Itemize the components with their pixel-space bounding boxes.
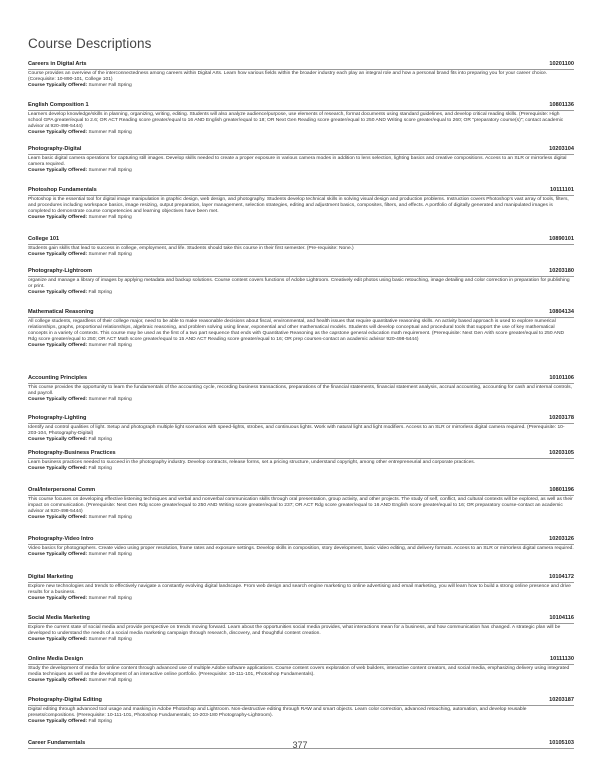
- course-number: 10104116: [549, 615, 574, 621]
- course-name: Photography-Lighting: [28, 415, 87, 421]
- course-description: Identify and control qualities of light. Setup and photograph multiple light scenarios with speed-lights, strobes, and continuous lights. Work with natural light and light modifiers. Access to an SLR or mirrorless digital camera required. (Prerequisite: 10-203-104, Photography-Digital): [28, 425, 565, 437]
- offered-label: Course Typically Offered:: [28, 552, 88, 558]
- course-number: 10111101: [550, 187, 574, 193]
- course-offered: [28, 168, 574, 174]
- course-entry: [28, 697, 574, 725]
- course-name: Photography-Digital: [28, 146, 82, 152]
- offered-terms: Summer Fall Spring: [88, 515, 132, 521]
- course-name: Photography-Digital Editing: [28, 697, 102, 703]
- course-header: [28, 536, 574, 545]
- offered-terms: Summer Fall Spring: [88, 678, 132, 684]
- course-name: Accounting Principles: [28, 375, 88, 381]
- course-description: Students gain skills that lead to success in college, employment, and life. Students should take this course in their first semester. (Pre-requisite: None.): [28, 246, 354, 251]
- course-entry: [28, 146, 574, 174]
- course-description: All college students, regardless of their college major, need to be able to make reasonable decisions about fiscal, environmental, and health issues that require quantitative reasoning skills. An activity based approach is used to explore numerical relationships, graphs, proportional relationships, algebraic reasoning, and problem solving using linear, exponential and other mathematical models. Students will develop conceptual and procedural tools that support the use of key mathematical concepts in a variety of contexts. This course may be used as the first of a two part sequence that ends with Quantitative Reasoning as the capstone general education math requirement. (Prerequisite: Next Gen Arith score greater/equal to 250 AND Rdg score greater/equal to 250; OR ACT Math score greater/equal to 15 AND ACT Reading score greater/equal to 16; OR prep courses-contact an academic advisor 920-498-5444): [28, 319, 565, 343]
- course-offered: [28, 637, 574, 643]
- course-number: 10105103: [549, 740, 574, 746]
- course-description: Explore new technologies and trends to effectively navigate a constantly evolving digital landscape. From web design and search engine marketing to online advertising and email marketing, you will learn how to build a strong online presence and drive results for a business.: [28, 584, 571, 596]
- course-description: Photoshop is the essential tool for digital image manipulation in graphic design, web design, and photography. Students develop technical skills in solving visual design and production problems. Instruction covers Photoshop's vast array of tools, filters, and procedures including workspace basics, image resizing, output preparation, layer management, selection strategies, editing and adjustment basics, composites, filters, and effects. A portfolio of digitally generated and manipulated images is completed to demonstrate course competencies and learning objectives have been met.: [28, 197, 569, 215]
- offered-terms: Summer Fall Spring: [88, 397, 132, 403]
- course-header: [28, 268, 574, 277]
- course-offered: [28, 678, 574, 684]
- offered-terms: Summer Fall Spring: [88, 343, 132, 349]
- course-header: [28, 61, 574, 70]
- offered-label: Course Typically Offered:: [28, 343, 88, 349]
- course-offered: [28, 466, 574, 472]
- course-description: Explore the current state of social media and provide perspective on trends moving forward. Learn about the opportunities social media provides, what interactions mean for a business, and how communication has changed. A strategic plan will be developed to understand the needs of a social media marketing campaign through research, discovery, and thoughtful content creation.: [28, 625, 561, 637]
- offered-terms: Fall Spring: [88, 466, 112, 472]
- course-number: 10203187: [549, 697, 574, 703]
- course-offered: [28, 215, 574, 221]
- course-header: [28, 656, 574, 665]
- page-title: Course Descriptions: [28, 36, 152, 51]
- course-name: Photography-Lightroom: [28, 268, 93, 274]
- offered-terms: Summer Fall Spring: [88, 168, 132, 174]
- course-entry: [28, 415, 574, 443]
- course-entry: [28, 536, 574, 558]
- course-name: Photography-Business Practices: [28, 450, 116, 456]
- course-name: Photoshop Fundamentals: [28, 187, 97, 193]
- course-offered: [28, 130, 574, 136]
- course-number: 10203180: [549, 268, 574, 274]
- course-number: 10201100: [549, 61, 574, 67]
- course-number: 10101106: [549, 375, 574, 381]
- course-entry: [28, 615, 574, 643]
- course-header: [28, 236, 574, 245]
- course-name: Digital Marketing: [28, 574, 74, 580]
- offered-label: Course Typically Offered:: [28, 596, 88, 602]
- course-description: Course provides an overview of the interconnectedness among careers within Digital Arts. Learn how various fields within the broader industry each play an integral role and how a personal brand fits into preparing you for your career choice. (Corequisite: 10-890-101, College 101): [28, 71, 548, 83]
- course-number: 10801136: [549, 102, 574, 108]
- course-header: [28, 450, 574, 459]
- offered-label: Course Typically Offered:: [28, 83, 88, 89]
- course-name: Social Media Marketing: [28, 615, 90, 621]
- page-number: 377: [292, 740, 308, 750]
- course-number: 10104172: [549, 574, 574, 580]
- offered-label: Course Typically Offered:: [28, 466, 88, 472]
- course-entry: [28, 375, 574, 403]
- course-header: [28, 487, 574, 496]
- offered-terms: Summer Fall Spring: [88, 215, 132, 221]
- course-header: [28, 187, 574, 196]
- course-name: Careers in Digital Arts: [28, 61, 87, 67]
- course-name: English Composition 1: [28, 102, 89, 108]
- course-name: Online Media Design: [28, 656, 84, 662]
- course-offered: [28, 719, 574, 725]
- course-offered: [28, 83, 574, 89]
- course-name: Oral/Interpersonal Comm: [28, 487, 96, 493]
- course-description: Digital editing through advanced tool usage and masking in Adobe Photoshop and Lightroom. Non-destructive editing through RAW and smart objects. Learn color correction, advanced retouching, automation, and develop reusable presets/compositions. (Prerequisite: 10-111-101, Photoshop Fundamentals; 10-203-180 Photography-Lightroom).: [28, 707, 527, 719]
- offered-terms: Summer Fall Spring: [88, 252, 132, 258]
- course-description: Study the development of media for online content through advanced use of multiple Adobe software applications. Course content covers exploration of web builders, interactive content creators, and social media, emphasizing delivery using integrated media techniques as well as the development of an interactive online portfolio. (Prerequisite: 10-111-101, Photoshop Fundamentals).: [28, 666, 570, 678]
- offered-label: Course Typically Offered:: [28, 515, 88, 521]
- course-entry: [28, 268, 574, 296]
- course-offered: [28, 596, 574, 602]
- course-description: Learn business practices needed to succeed in the photography industry. Develop contracts, release forms, set a pricing structure, understand copyright, among other entrepreneurial and corporate practices.: [28, 460, 476, 465]
- course-offered: [28, 437, 574, 443]
- course-description: Video basics for photographers. Create video using proper resolution, frame rates and exposure settings. Develop skills in composition, story development, basic video editing, and delivery formats. Access to an SLR or mirrorless digital camera required.: [28, 546, 574, 551]
- course-header: [28, 615, 574, 624]
- course-header: [28, 415, 574, 424]
- offered-label: Course Typically Offered:: [28, 168, 88, 174]
- course-offered: [28, 552, 574, 558]
- course-description: Learn basic digital camera operations for capturing still images. Develop skills needed to create a proper exposure in various camera modes in addition to lens selection, lighting basics and creative compositions. Access to an SLR or mirrorless digital camera required.: [28, 156, 567, 168]
- offered-terms: Summer Fall Spring: [88, 637, 132, 643]
- course-number: 10203178: [549, 415, 574, 421]
- course-offered: [28, 397, 574, 403]
- course-header: [28, 574, 574, 583]
- offered-terms: Fall Spring: [88, 290, 112, 296]
- course-entry: [28, 61, 574, 89]
- offered-terms: Summer Fall Spring: [88, 552, 132, 558]
- course-offered: [28, 515, 574, 521]
- offered-terms: Fall Spring: [88, 719, 112, 725]
- course-name: College 101: [28, 236, 60, 242]
- offered-terms: Summer Fall Spring: [88, 83, 132, 89]
- course-header: [28, 375, 574, 384]
- offered-label: Course Typically Offered:: [28, 678, 88, 684]
- course-entry: [28, 450, 574, 472]
- course-header: [28, 146, 574, 155]
- offered-label: Course Typically Offered:: [28, 437, 88, 443]
- course-header: [28, 102, 574, 111]
- offered-label: Course Typically Offered:: [28, 290, 88, 296]
- offered-label: Course Typically Offered:: [28, 397, 88, 403]
- course-name: Mathematical Reasoning: [28, 309, 94, 315]
- course-number: 10801196: [549, 487, 574, 493]
- course-entry: [28, 236, 574, 258]
- course-description: organize and manage a library of images by applying metadata and backup solutions. Course content covers functions of Adobe Lightroom. Creatively edit photos using basic retouching, image detailing and color correction in preparation for publishing or print.: [28, 278, 570, 290]
- course-description: This course provides the opportunity to learn the fundamentals of the accounting cycle, recording business transactions, preparations of the financial statements, financial statement analysis, accrual accounting, accounting for cash and internal controls, and payroll.: [28, 385, 572, 397]
- course-name: Career Fundamentals: [28, 740, 86, 746]
- course-number: 10203104: [549, 146, 574, 152]
- course-number: 10890101: [549, 236, 574, 242]
- course-description: This course focuses on developing effective listening techniques and verbal and nonverbal communication skills through oral presentation, group activity, and other projects. The study of self, conflict, and cultural contexts will be explored, as well as their impact on communication. (Prerequisite: Next Gen Rdg score greater/equal to 250 AND Writing score greater/equal to 237; OR ACT Rdg score greater/equal to 16 AND English score greater/equal to 16; OR preparatory course-contact an academic advisor at 920-498-5444): [28, 497, 573, 515]
- offered-label: Course Typically Offered:: [28, 130, 88, 136]
- course-entry: [28, 102, 574, 136]
- offered-label: Course Typically Offered:: [28, 637, 88, 643]
- course-header: [28, 309, 574, 318]
- offered-label: Course Typically Offered:: [28, 719, 88, 725]
- course-number: 10111130: [550, 656, 574, 662]
- offered-label: Course Typically Offered:: [28, 215, 88, 221]
- course-offered: [28, 343, 574, 349]
- course-offered: [28, 252, 574, 258]
- course-number: 10203105: [549, 450, 574, 456]
- course-entry: [28, 574, 574, 602]
- course-entry: [28, 487, 574, 521]
- course-name: Photography-Video Intro: [28, 536, 94, 542]
- offered-terms: Summer Fall Spring: [88, 596, 132, 602]
- course-entry: [28, 187, 574, 221]
- course-number: 10804134: [549, 309, 574, 315]
- course-number: 10203126: [549, 536, 574, 542]
- offered-terms: Fall Spring: [88, 437, 112, 443]
- course-entry: [28, 309, 574, 349]
- course-entry: [28, 656, 574, 684]
- offered-terms: Summer Fall Spring: [88, 130, 132, 136]
- offered-label: Course Typically Offered:: [28, 252, 88, 258]
- course-header: [28, 697, 574, 706]
- course-offered: [28, 290, 574, 296]
- course-description: Learners develop knowledge/skills in planning, organizing, writing, editing. Students will also analyze audience/purpose, use elements of research, format documents using standard guidelines, and develop critical reading skills. (Prerequisite: High school GPA greater/equal to 2.6; OR ACT Reading score greater/equal to 16 AND English greater/equal to 18; OR Next Gen Reading score greater/equal to 250 AND Writing score greater/equal to 260; OR "preparatory course(s)"; contact academic advisor at 920-498-5444): [28, 112, 564, 130]
